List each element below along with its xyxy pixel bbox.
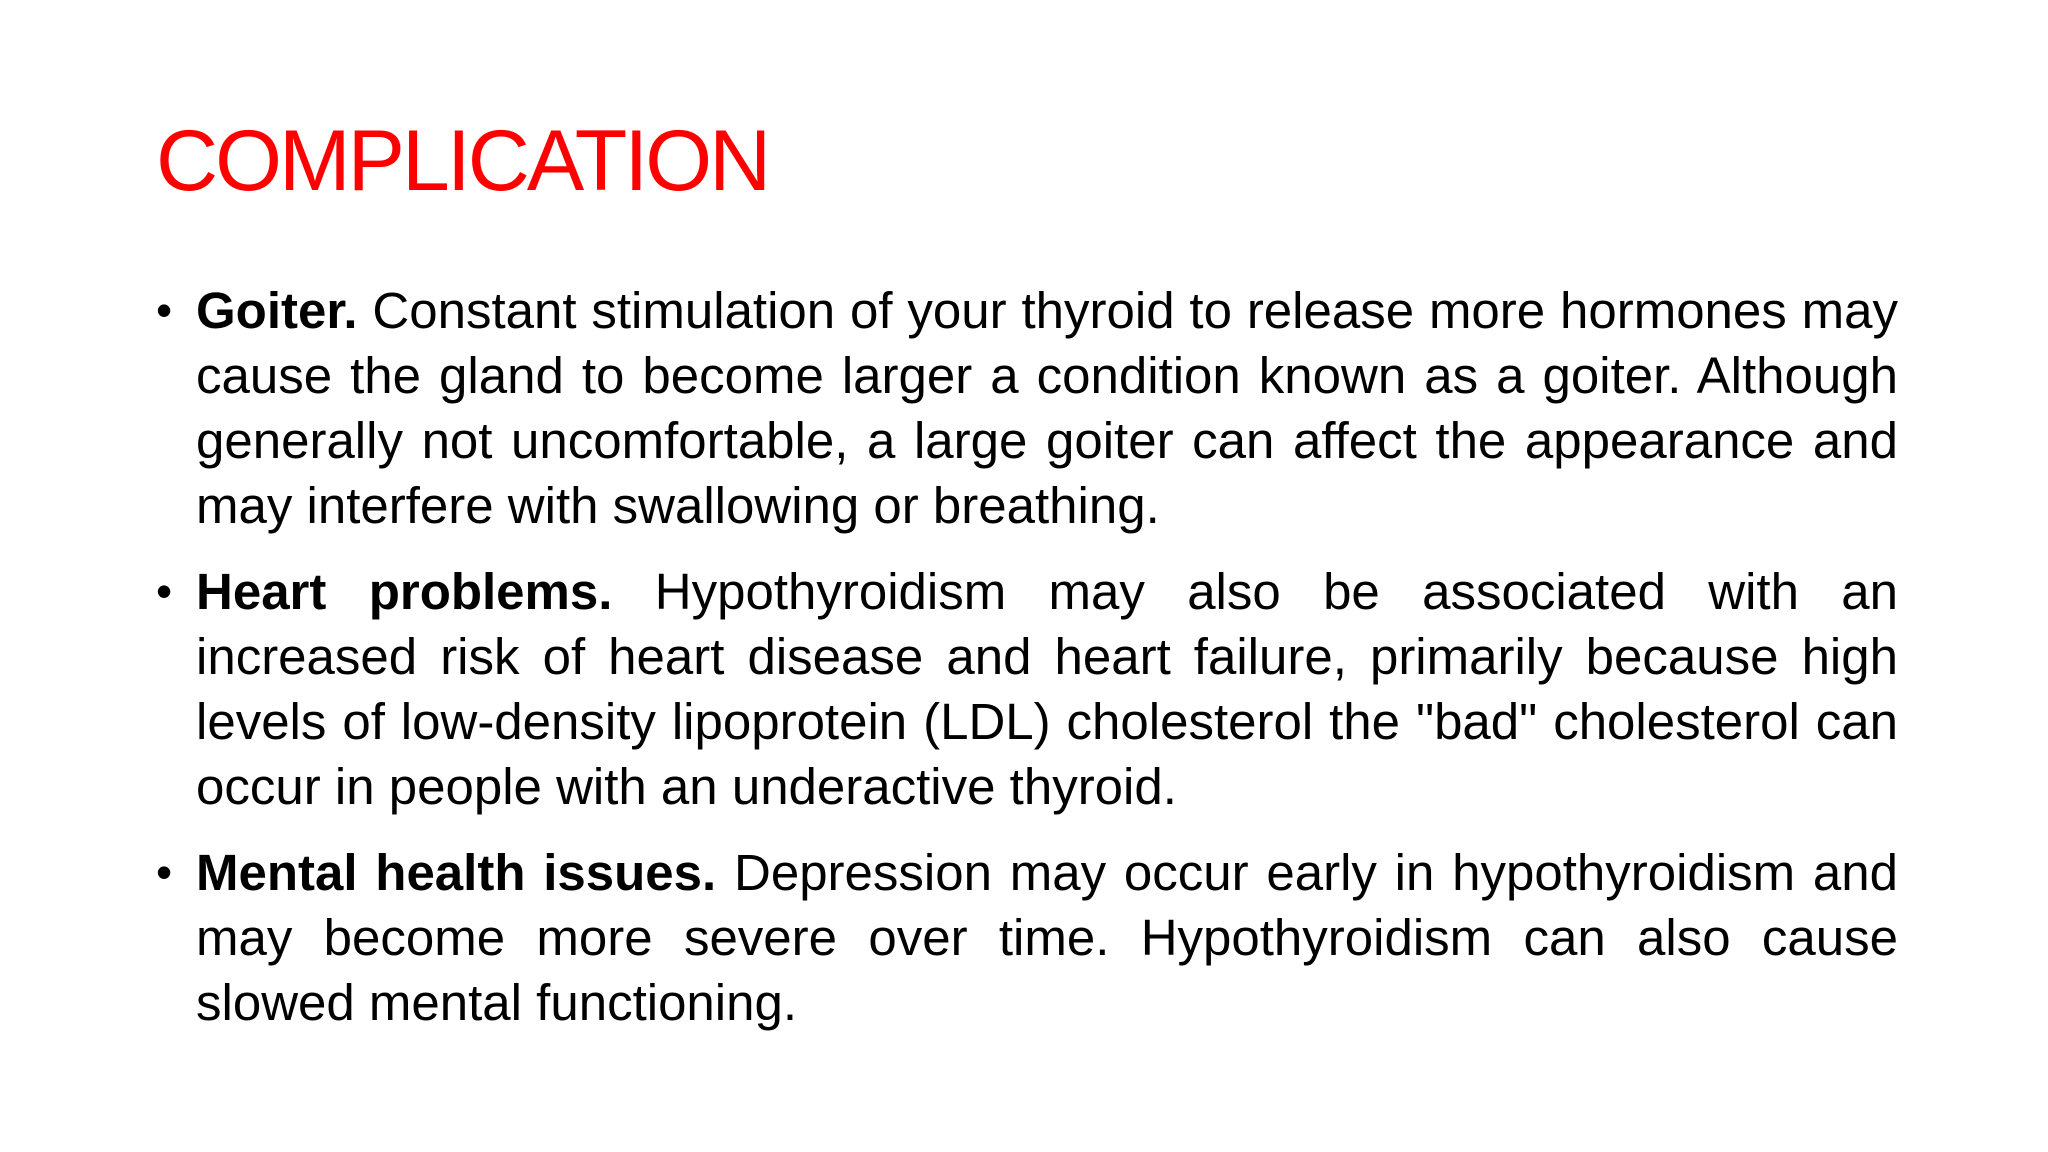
bullet-term: Heart problems. xyxy=(196,563,613,620)
bullet-text: Hypothyroidism may also be associated with an increased risk of heart disease and heart failure, primarily because high levels of low-density lipoprotein (LDL) cholesterol the "bad" cholesterol can occur in people with an underactive thyroid. xyxy=(196,563,1898,815)
bullet-item-heart-problems xyxy=(156,559,1898,819)
bullet-term: Mental health issues. xyxy=(196,844,717,901)
bullet-item-goiter xyxy=(156,278,1898,538)
bullet-item-mental-health xyxy=(156,840,1898,1035)
bullet-text: Depression may occur early in hypothyroidism and may become more severe over time. Hypothyroidism can also cause slowed mental functioning. xyxy=(196,844,1898,1031)
bullet-term: Goiter. xyxy=(196,282,358,339)
slide-title: COMPLICATION xyxy=(156,113,769,209)
bullet-icon: • xyxy=(156,565,173,617)
bullet-icon: • xyxy=(156,846,173,898)
bullet-list xyxy=(156,278,1898,1056)
bullet-text: Constant stimulation of your thyroid to release more hormones may cause the gland to become larger a condition known as a goiter. Although generally not uncomfortable, a large goiter can affect the appearance and may interfere with swallowing or breathing. xyxy=(196,282,1898,534)
bullet-icon: • xyxy=(156,284,173,336)
